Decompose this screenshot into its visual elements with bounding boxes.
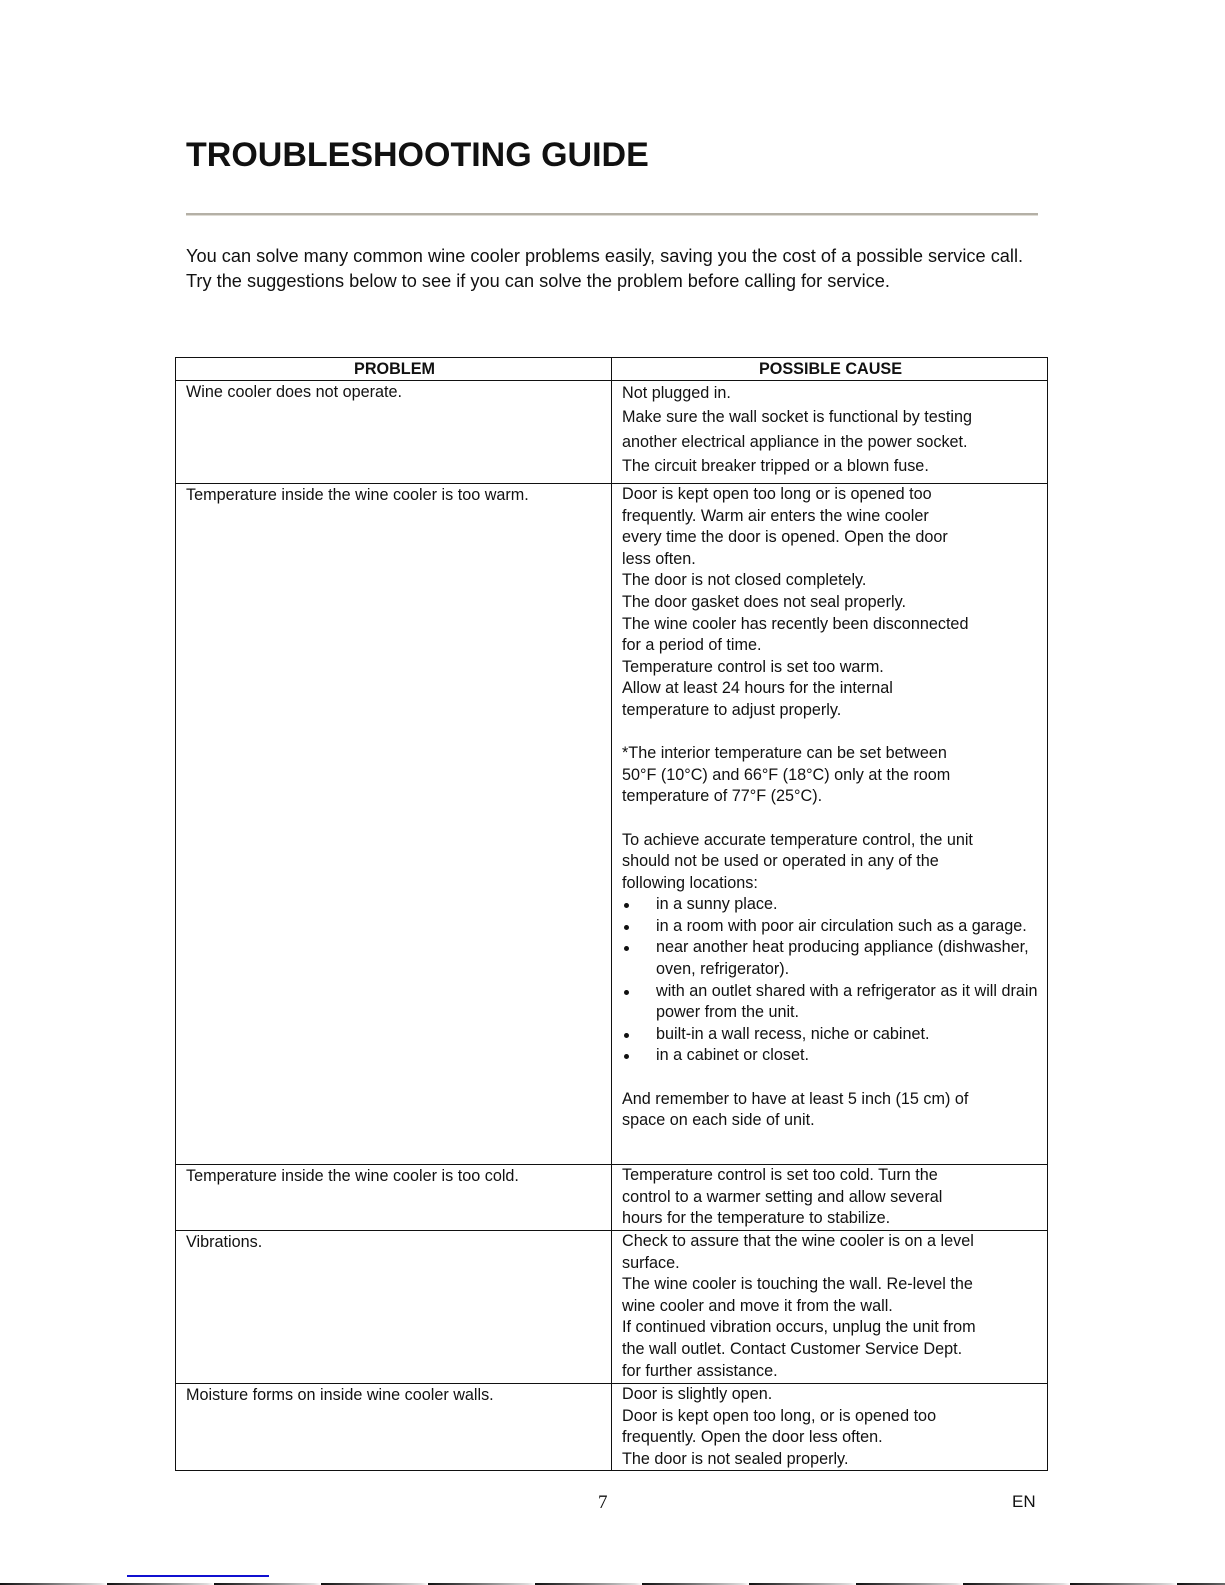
list-item-text: in a room with poor air circulation such as a garage. <box>656 916 1027 935</box>
bullet-icon <box>624 990 629 995</box>
table-row <box>176 1384 1048 1471</box>
bullet-icon <box>624 946 629 951</box>
bullet-icon <box>624 925 629 930</box>
locations-intro-line: should not be used or operated in any of the <box>622 852 939 871</box>
reminder-line: space on each side of unit. <box>622 1111 815 1130</box>
list-item-text: with an outlet shared with a refrigerator as it will drain power from the unit. <box>656 981 1038 1022</box>
cause-cell <box>612 381 1048 484</box>
locations-list <box>622 894 1039 1067</box>
temperature-note-line: temperature of 77°F (25°C). <box>622 787 823 806</box>
table-row <box>176 381 1048 484</box>
cause-line: for a period of time. <box>622 636 762 655</box>
table-row <box>176 484 1048 1165</box>
list-item-text: in a cabinet or closet. <box>656 1046 809 1065</box>
list-item <box>622 1024 1039 1046</box>
cause-line: Check to assure that the wine cooler is on a level <box>622 1232 974 1250</box>
intro-paragraph: You can solve many common wine cooler problems easily, saving you the cost of a possible service call. Try the suggestions below to see if you can solve the problem before calling for service. <box>186 246 1024 291</box>
problem-cell: Temperature inside the wine cooler is too warm. <box>176 484 612 1165</box>
cause-line: Door is slightly open. <box>622 1385 773 1403</box>
cause-line: The door gasket does not seal properly. <box>622 592 907 611</box>
cause-line: frequently. Warm air enters the wine cooler <box>622 506 929 525</box>
cause-cell <box>612 1165 1048 1231</box>
page-number: 7 <box>598 1492 608 1513</box>
bullet-icon <box>624 903 629 908</box>
temperature-note-line: 50°F (10°C) and 66°F (18°C) only at the room <box>622 765 951 784</box>
cause-line: Allow at least 24 hours for the internal <box>622 679 893 698</box>
problem-cell: Wine cooler does not operate. <box>176 381 612 484</box>
cause-cell <box>612 1231 1048 1384</box>
list-item-text: in a sunny place. <box>656 895 778 914</box>
list-item <box>622 937 1039 980</box>
table-row <box>176 1165 1048 1231</box>
cause-line: another electrical appliance in the power socket. <box>622 432 968 451</box>
spacer <box>622 808 1039 830</box>
spacer <box>622 1067 1039 1089</box>
cause-cell <box>612 484 1048 1165</box>
cause-line: The wine cooler has recently been disconnected <box>622 614 969 633</box>
column-header-possible-cause: POSSIBLE CAUSE <box>612 358 1048 381</box>
list-item <box>622 1045 1039 1067</box>
locations-intro-line: To achieve accurate temperature control, the unit <box>622 830 973 849</box>
language-code: EN <box>1012 1492 1036 1511</box>
list-item <box>622 916 1039 938</box>
temperature-note-line: *The interior temperature can be set between <box>622 744 947 763</box>
cause-line: The circuit breaker tripped or a blown fuse. <box>622 456 929 475</box>
cause-line: Temperature control is set too warm. <box>622 657 884 676</box>
cause-line: Temperature control is set too cold. Turn the <box>622 1166 938 1184</box>
column-header-problem: PROBLEM <box>176 358 612 381</box>
cause-line: If continued vibration occurs, unplug the unit from <box>622 1318 976 1337</box>
cause-line: Door is kept open too long or is opened too <box>622 485 932 503</box>
problem-cell: Moisture forms on inside wine cooler walls. <box>176 1384 612 1471</box>
cause-line: frequently. Open the door less often. <box>622 1428 883 1447</box>
cause-line: wine cooler and move it from the wall. <box>622 1296 893 1315</box>
cause-line: The wine cooler is touching the wall. Re-level the <box>622 1275 973 1294</box>
list-item <box>622 981 1039 1024</box>
cause-line: the wall outlet. Contact Customer Service Dept. <box>622 1339 963 1358</box>
table-header-row <box>176 358 1048 381</box>
troubleshooting-table <box>175 357 1048 1471</box>
cause-line: Make sure the wall socket is functional by testing <box>622 408 972 427</box>
table-row <box>176 1231 1048 1384</box>
cause-cell <box>612 1384 1048 1471</box>
list-item <box>622 894 1039 916</box>
cause-line: control to a warmer setting and allow several <box>622 1187 943 1206</box>
cause-line: for further assistance. <box>622 1361 778 1380</box>
title-divider <box>186 213 1038 216</box>
cause-line: surface. <box>622 1253 680 1272</box>
link-underline <box>127 1575 269 1577</box>
cause-line: less often. <box>622 549 696 568</box>
cause-line: The door is not sealed properly. <box>622 1449 849 1468</box>
spacer <box>622 722 1039 744</box>
cause-line: hours for the temperature to stabilize. <box>622 1209 891 1228</box>
page-title: TROUBLESHOOTING GUIDE <box>186 136 649 174</box>
locations-intro-line: following locations: <box>622 873 758 892</box>
cause-line: The door is not closed completely. <box>622 571 867 590</box>
bullet-icon <box>624 1033 629 1038</box>
cause-line: Not plugged in. <box>622 384 731 402</box>
list-item-text: built-in a wall recess, niche or cabinet. <box>656 1024 930 1043</box>
cause-line: Door is kept open too long, or is opened too <box>622 1406 937 1425</box>
list-item-text: near another heat producing appliance (dishwasher, oven, refrigerator). <box>656 938 1029 979</box>
reminder-line: And remember to have at least 5 inch (15 cm) of <box>622 1089 969 1108</box>
cause-line: every time the door is opened. Open the door <box>622 528 948 547</box>
bullet-icon <box>624 1054 629 1059</box>
cause-line: temperature to adjust properly. <box>622 700 842 719</box>
problem-cell: Vibrations. <box>176 1231 612 1384</box>
problem-cell: Temperature inside the wine cooler is too cold. <box>176 1165 612 1231</box>
